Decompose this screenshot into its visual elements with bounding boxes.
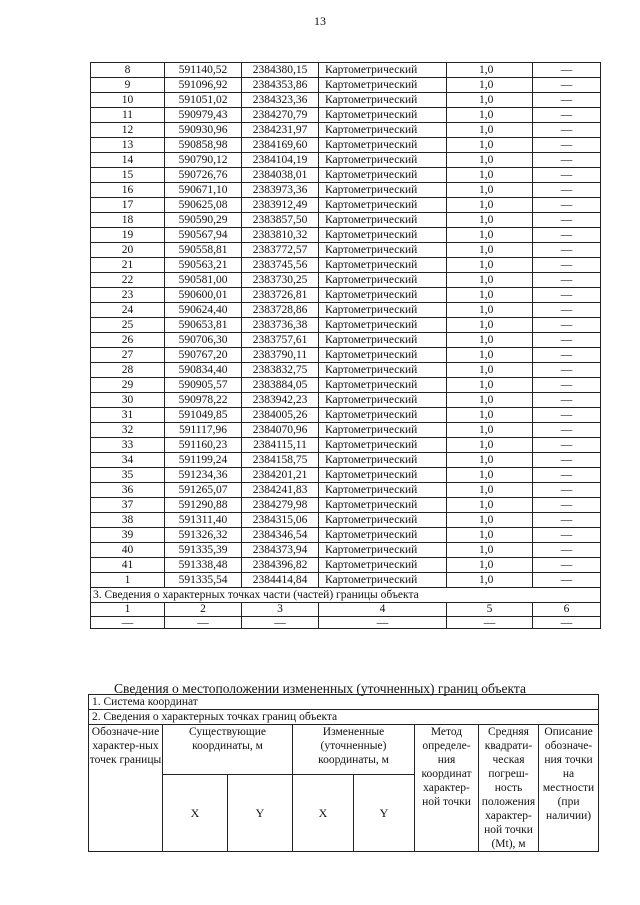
point-number: 24 <box>91 303 165 318</box>
accuracy: 1,0 <box>447 318 533 333</box>
points-section-label: 2. Сведения о характерных точках границ объекта <box>89 710 599 725</box>
description: — <box>533 543 601 558</box>
coord-y: 2383728,86 <box>242 303 319 318</box>
description: — <box>533 513 601 528</box>
description: — <box>533 153 601 168</box>
accuracy: 1,0 <box>447 303 533 318</box>
point-number: 20 <box>91 243 165 258</box>
coord-y: 2383912,49 <box>242 198 319 213</box>
coord-y: 2384115,11 <box>242 438 319 453</box>
method: Картометрический <box>319 228 447 243</box>
coord-y: 2383884,05 <box>242 378 319 393</box>
coord-y: 2384038,01 <box>242 168 319 183</box>
coord-y: 2384323,36 <box>242 93 319 108</box>
description: — <box>533 93 601 108</box>
coord-x: 590706,30 <box>165 333 242 348</box>
coord-x: 590858,98 <box>165 138 242 153</box>
method: Картометрический <box>319 288 447 303</box>
table-row <box>91 228 601 243</box>
coord-y: 2384241,83 <box>242 483 319 498</box>
method: Картометрический <box>319 423 447 438</box>
coord-x: 590624,40 <box>165 303 242 318</box>
coord-x: 590834,40 <box>165 363 242 378</box>
method: Картометрический <box>319 108 447 123</box>
method: Картометрический <box>319 213 447 228</box>
accuracy: 1,0 <box>447 348 533 363</box>
method: Картометрический <box>319 153 447 168</box>
coord-x: 591290,88 <box>165 498 242 513</box>
description: — <box>533 138 601 153</box>
description: — <box>533 408 601 423</box>
point-number: 23 <box>91 288 165 303</box>
table-row <box>91 333 601 348</box>
point-number: 10 <box>91 93 165 108</box>
accuracy: 1,0 <box>447 273 533 288</box>
coord-y: 2384373,94 <box>242 543 319 558</box>
table-row <box>91 543 601 558</box>
coord-x: 591338,48 <box>165 558 242 573</box>
empty-value: — <box>165 617 242 629</box>
method: Картометрический <box>319 258 447 273</box>
section3-header-row <box>91 603 601 617</box>
section3-empty-row <box>91 617 601 629</box>
coord-x: 590558,81 <box>165 243 242 258</box>
accuracy: 1,0 <box>447 258 533 273</box>
coord-y: 2384201,21 <box>242 468 319 483</box>
description: — <box>533 78 601 93</box>
column-number: 5 <box>447 603 533 617</box>
coord-x: 590905,57 <box>165 378 242 393</box>
accuracy: 1,0 <box>447 468 533 483</box>
accuracy: 1,0 <box>447 333 533 348</box>
coord-y: 2384231,97 <box>242 123 319 138</box>
description: — <box>533 378 601 393</box>
coord-x: 590600,01 <box>165 288 242 303</box>
coord-x: 590930,96 <box>165 123 242 138</box>
table-row <box>91 528 601 543</box>
section3-title-row <box>91 588 601 603</box>
coord-y: 2384346,54 <box>242 528 319 543</box>
point-number: 21 <box>91 258 165 273</box>
coord-x: 591199,24 <box>165 453 242 468</box>
coord-y: 2383810,32 <box>242 228 319 243</box>
description: — <box>533 258 601 273</box>
coord-y: 2383832,75 <box>242 363 319 378</box>
coord-x: 590767,20 <box>165 348 242 363</box>
point-number: 11 <box>91 108 165 123</box>
method: Картометрический <box>319 513 447 528</box>
point-number: 13 <box>91 138 165 153</box>
empty-value: — <box>447 617 533 629</box>
table-row <box>91 483 601 498</box>
method: Картометрический <box>319 243 447 258</box>
empty-value: — <box>91 617 165 629</box>
table-row <box>91 258 601 273</box>
description: — <box>533 498 601 513</box>
coord-y: 2383857,50 <box>242 213 319 228</box>
method: Картометрический <box>319 498 447 513</box>
point-number: 26 <box>91 333 165 348</box>
existing-y-label: Y <box>228 775 293 852</box>
column-number: 6 <box>533 603 601 617</box>
coord-x: 590567,94 <box>165 228 242 243</box>
accuracy: 1,0 <box>447 78 533 93</box>
coord-y: 2384005,26 <box>242 408 319 423</box>
method: Картометрический <box>319 408 447 423</box>
table-row <box>91 153 601 168</box>
method: Картометрический <box>319 168 447 183</box>
table-row <box>91 468 601 483</box>
coord-y: 2384396,82 <box>242 558 319 573</box>
method: Картометрический <box>319 558 447 573</box>
point-number: 41 <box>91 558 165 573</box>
description: — <box>533 483 601 498</box>
method: Картометрический <box>319 273 447 288</box>
description: — <box>533 528 601 543</box>
coord-x: 591311,40 <box>165 513 242 528</box>
coord-y: 2383745,56 <box>242 258 319 273</box>
accuracy: 1,0 <box>447 213 533 228</box>
column-number: 3 <box>242 603 319 617</box>
method: Картометрический <box>319 123 447 138</box>
method: Картометрический <box>319 543 447 558</box>
method: Картометрический <box>319 393 447 408</box>
coord-x: 590790,12 <box>165 153 242 168</box>
description: — <box>533 453 601 468</box>
accuracy: 1,0 <box>447 558 533 573</box>
accuracy: 1,0 <box>447 63 533 78</box>
method: Картометрический <box>319 378 447 393</box>
table-row <box>91 288 601 303</box>
coord-x: 590590,29 <box>165 213 242 228</box>
coord-y: 2384414,84 <box>242 573 319 588</box>
table-row <box>91 573 601 588</box>
table-row <box>91 453 601 468</box>
point-number: 38 <box>91 513 165 528</box>
point-number: 14 <box>91 153 165 168</box>
description: — <box>533 183 601 198</box>
point-number: 12 <box>91 123 165 138</box>
method: Картометрический <box>319 573 447 588</box>
accuracy: 1,0 <box>447 423 533 438</box>
description: — <box>533 393 601 408</box>
description: — <box>533 573 601 588</box>
coord-x: 591096,92 <box>165 78 242 93</box>
description: — <box>533 363 601 378</box>
description: — <box>533 243 601 258</box>
coord-y: 2384158,75 <box>242 453 319 468</box>
point-number: 31 <box>91 408 165 423</box>
coord-x: 591265,07 <box>165 483 242 498</box>
method: Картометрический <box>319 138 447 153</box>
description: — <box>533 228 601 243</box>
description: — <box>533 123 601 138</box>
accuracy: 1,0 <box>447 513 533 528</box>
point-number: 30 <box>91 393 165 408</box>
table-row <box>91 108 601 123</box>
empty-value: — <box>319 617 447 629</box>
point-number: 34 <box>91 453 165 468</box>
coord-y: 2384169,60 <box>242 138 319 153</box>
accuracy: 1,0 <box>447 243 533 258</box>
table-row <box>91 498 601 513</box>
accuracy: 1,0 <box>447 93 533 108</box>
header-description: Описание обозначе-ния точки на местности (при наличии) <box>539 725 599 852</box>
point-number: 9 <box>91 78 165 93</box>
accuracy: 1,0 <box>447 228 533 243</box>
coord-y: 2384270,79 <box>242 108 319 123</box>
column-number: 4 <box>319 603 447 617</box>
header-existing-coords: Существующие координаты, м <box>163 725 293 775</box>
coord-y: 2383790,11 <box>242 348 319 363</box>
coord-y: 2384380,15 <box>242 63 319 78</box>
coord-y: 2383726,81 <box>242 288 319 303</box>
method: Картометрический <box>319 318 447 333</box>
coord-x: 591117,96 <box>165 423 242 438</box>
accuracy: 1,0 <box>447 198 533 213</box>
description: — <box>533 348 601 363</box>
coord-y: 2384315,06 <box>242 513 319 528</box>
method: Картометрический <box>319 93 447 108</box>
changed-y-label: Y <box>354 775 415 852</box>
description: — <box>533 168 601 183</box>
page-number: 13 <box>314 14 326 28</box>
method: Картометрический <box>319 468 447 483</box>
point-number: 32 <box>91 423 165 438</box>
table-row <box>91 168 601 183</box>
method: Картометрический <box>319 453 447 468</box>
table-row <box>91 303 601 318</box>
accuracy: 1,0 <box>447 153 533 168</box>
method: Картометрический <box>319 333 447 348</box>
description: — <box>533 333 601 348</box>
description: — <box>533 318 601 333</box>
method: Картометрический <box>319 528 447 543</box>
empty-value: — <box>533 617 601 629</box>
method: Картометрический <box>319 483 447 498</box>
point-number: 27 <box>91 348 165 363</box>
coord-x: 590978,22 <box>165 393 242 408</box>
changed-borders-title: Сведения о местоположении измененных (уточненных) границ объекта <box>114 681 526 696</box>
column-number: 1 <box>91 603 165 617</box>
changed-borders-table <box>88 694 599 852</box>
method: Картометрический <box>319 363 447 378</box>
description: — <box>533 213 601 228</box>
table-row <box>91 243 601 258</box>
coord-y: 2384070,96 <box>242 423 319 438</box>
coord-y: 2384353,86 <box>242 78 319 93</box>
coord-y: 2384279,98 <box>242 498 319 513</box>
description: — <box>533 288 601 303</box>
coord-x: 591051,02 <box>165 93 242 108</box>
accuracy: 1,0 <box>447 543 533 558</box>
description: — <box>533 438 601 453</box>
table-row <box>91 198 601 213</box>
accuracy: 1,0 <box>447 528 533 543</box>
coord-x: 590563,21 <box>165 258 242 273</box>
point-number: 37 <box>91 498 165 513</box>
coord-y: 2383757,61 <box>242 333 319 348</box>
coord-x: 590625,08 <box>165 198 242 213</box>
method: Картометрический <box>319 183 447 198</box>
accuracy: 1,0 <box>447 483 533 498</box>
description: — <box>533 303 601 318</box>
accuracy: 1,0 <box>447 378 533 393</box>
method: Картометрический <box>319 438 447 453</box>
point-number: 18 <box>91 213 165 228</box>
accuracy: 1,0 <box>447 453 533 468</box>
header-method: Метод определе-ния координат характер-ной точки <box>415 725 479 852</box>
coord-x: 591049,85 <box>165 408 242 423</box>
table-row <box>91 138 601 153</box>
coord-x: 590979,43 <box>165 108 242 123</box>
description: — <box>533 108 601 123</box>
accuracy: 1,0 <box>447 573 533 588</box>
point-number: 25 <box>91 318 165 333</box>
table-row <box>91 93 601 108</box>
table-row <box>91 213 601 228</box>
point-number: 17 <box>91 198 165 213</box>
changed-x-label: X <box>293 775 354 852</box>
table-row <box>91 78 601 93</box>
description: — <box>533 63 601 78</box>
coord-x: 590671,10 <box>165 183 242 198</box>
point-number: 22 <box>91 273 165 288</box>
coord-x: 591335,54 <box>165 573 242 588</box>
method: Картометрический <box>319 63 447 78</box>
table-row <box>91 378 601 393</box>
coord-y: 2383730,25 <box>242 273 319 288</box>
table-row <box>91 348 601 363</box>
table-row <box>91 273 601 288</box>
coord-x: 591234,36 <box>165 468 242 483</box>
point-number: 40 <box>91 543 165 558</box>
point-number: 35 <box>91 468 165 483</box>
coord-y: 2383973,36 <box>242 183 319 198</box>
method: Картометрический <box>319 198 447 213</box>
description: — <box>533 273 601 288</box>
table-row <box>91 513 601 528</box>
header-accuracy: Средняя квадрати-ческая погреш-ность положения характер-ной точки (Mt), м <box>479 725 539 852</box>
accuracy: 1,0 <box>447 108 533 123</box>
point-number: 15 <box>91 168 165 183</box>
coord-y: 2384104,19 <box>242 153 319 168</box>
empty-value: — <box>242 617 319 629</box>
coord-y: 2383772,57 <box>242 243 319 258</box>
description: — <box>533 468 601 483</box>
accuracy: 1,0 <box>447 168 533 183</box>
table-row <box>91 438 601 453</box>
table-row <box>91 63 601 78</box>
coord-x: 591140,52 <box>165 63 242 78</box>
existing-x-label: X <box>163 775 228 852</box>
description: — <box>533 558 601 573</box>
accuracy: 1,0 <box>447 363 533 378</box>
accuracy: 1,0 <box>447 393 533 408</box>
accuracy: 1,0 <box>447 123 533 138</box>
section3-title: 3. Сведения о характерных точках части (частей) границы объекта <box>91 588 601 603</box>
method: Картометрический <box>319 348 447 363</box>
coord-x: 590581,00 <box>165 273 242 288</box>
header-changed-coords: Измененные (уточненные) координаты, м <box>293 725 415 775</box>
table-row <box>91 183 601 198</box>
table-row <box>91 408 601 423</box>
accuracy: 1,0 <box>447 498 533 513</box>
point-number: 29 <box>91 378 165 393</box>
description: — <box>533 423 601 438</box>
coord-x: 591335,39 <box>165 543 242 558</box>
accuracy: 1,0 <box>447 138 533 153</box>
accuracy: 1,0 <box>447 438 533 453</box>
table-row <box>91 558 601 573</box>
column-number: 2 <box>165 603 242 617</box>
point-number: 1 <box>91 573 165 588</box>
coord-y: 2383736,38 <box>242 318 319 333</box>
coord-x: 590726,76 <box>165 168 242 183</box>
point-number: 19 <box>91 228 165 243</box>
accuracy: 1,0 <box>447 288 533 303</box>
table-row <box>91 123 601 138</box>
header-designation: Обозначе-ние характер-ных точек границы <box>89 725 163 852</box>
point-number: 16 <box>91 183 165 198</box>
table-row <box>91 363 601 378</box>
coord-x: 591160,23 <box>165 438 242 453</box>
table-row <box>91 393 601 408</box>
coord-x: 591326,32 <box>165 528 242 543</box>
coord-x: 590653,81 <box>165 318 242 333</box>
table-row <box>91 318 601 333</box>
point-number: 28 <box>91 363 165 378</box>
point-number: 36 <box>91 483 165 498</box>
point-number: 8 <box>91 63 165 78</box>
coord-y: 2383942,23 <box>242 393 319 408</box>
point-number: 33 <box>91 438 165 453</box>
description: — <box>533 198 601 213</box>
method: Картометрический <box>319 303 447 318</box>
accuracy: 1,0 <box>447 183 533 198</box>
points-table <box>90 62 601 629</box>
method: Картометрический <box>319 78 447 93</box>
table-row <box>91 423 601 438</box>
coord-system-label: 1. Система координат <box>89 695 599 710</box>
accuracy: 1,0 <box>447 408 533 423</box>
point-number: 39 <box>91 528 165 543</box>
